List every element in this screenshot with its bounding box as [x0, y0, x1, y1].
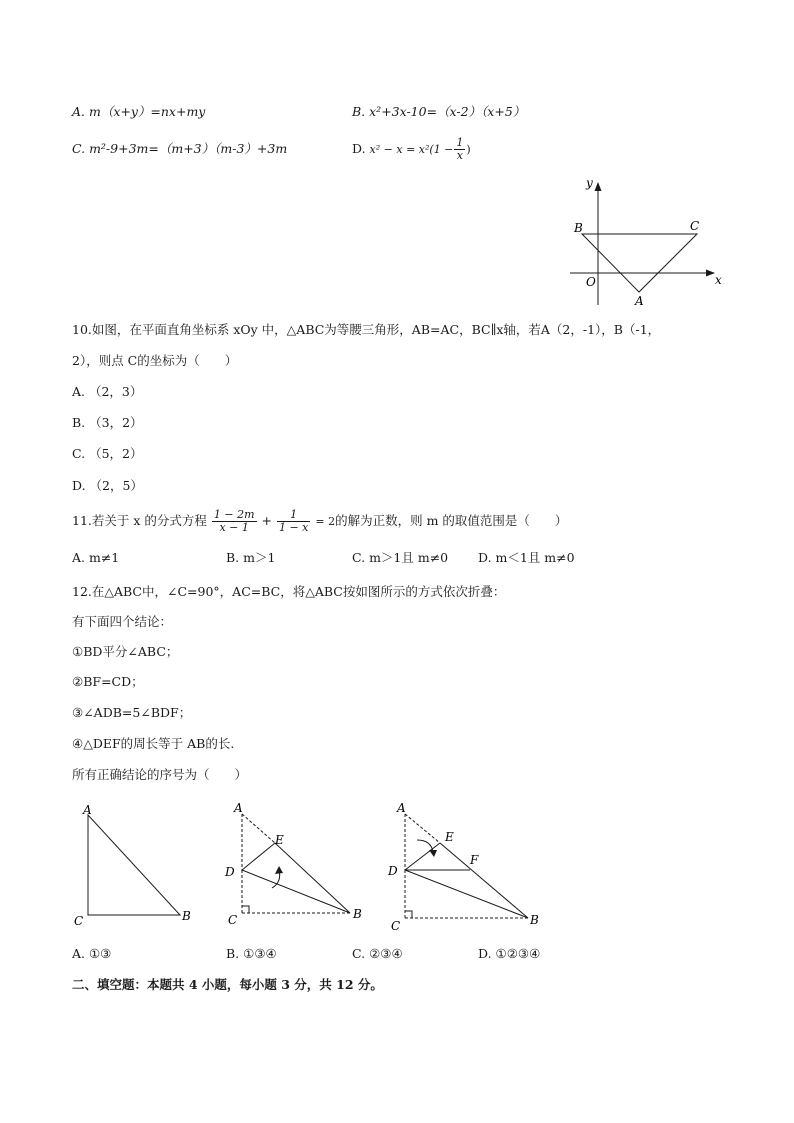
fig3-point-d-label: D	[388, 864, 398, 878]
q9-option-b: B. x²+3x-10=（x-2）（x+5）	[352, 104, 526, 119]
q10-stem-line1: 10.如图，在平面直角坐标系 xOy 中，△ABC为等腰三角形，AB=AC，BC∥x轴，若A（2，-1），B（-1，	[72, 322, 661, 337]
fold-arrow-icon	[429, 850, 437, 857]
fig3-point-f-label: F	[470, 853, 479, 867]
fig1-point-a-label: A	[83, 803, 92, 817]
right-angle-mark	[242, 906, 249, 913]
q12-stem-line2: 有下面四个结论：	[72, 614, 173, 629]
q12-option-d: D. ①②③④	[478, 946, 541, 961]
point-b-label: B	[574, 221, 583, 235]
q12-question: 所有正确结论的序号为（ ）	[72, 767, 248, 782]
q9-option-d-fraction: $\frac{1}{x}$	[456, 136, 464, 162]
q11-option-c: C. m＞1且 m≠0	[352, 550, 449, 565]
q11-option-b: B. m＞1	[226, 550, 276, 565]
q12-stem-line1: 12.在△ABC中，∠C=90°，AC=BC，将△ABC按如图所示的方式依次折叠：	[72, 584, 506, 599]
q12-conclusion-4: ④△DEF的周长等于 AB的长.	[72, 736, 235, 751]
q9-option-d-lhs: x² − x = x²(1 −	[369, 143, 454, 156]
segment-de	[405, 843, 440, 870]
q11-stem: 11.若关于 x 的分式方程 $\frac{1 - 2m}{x - 1}$ + $\frac{1}{1 - x}$ = 2的解为正数，则 m 的取值范围是（ ）	[72, 508, 568, 534]
point-a-label: A	[635, 294, 644, 308]
q9-option-c: C. m²-9+3m=（m+3）（m-3）+3m	[72, 141, 288, 156]
q10-option-d: D. （2，5）	[72, 478, 143, 493]
triangle-abc	[582, 234, 697, 292]
fold-dashed-ae	[405, 814, 440, 843]
q9-option-d: D. x² − x = x²(1 − $\frac{1}{x}$ )	[352, 136, 471, 162]
q9-option-a: A. m（x+y）=nx+my	[72, 104, 206, 119]
fold-dashed-ae	[242, 814, 275, 843]
point-c-label: C	[690, 219, 700, 233]
q12-conclusion-1: ①BD平分∠ABC；	[72, 644, 179, 659]
segment-eb	[440, 843, 528, 918]
q12-option-b: B. ①③④	[226, 946, 277, 961]
q12-conclusion-2: ②BF=CD；	[72, 674, 144, 689]
fig3-point-e-label: E	[445, 830, 454, 844]
x-axis-arrow-icon	[706, 270, 715, 277]
q10-option-c: C. （5，2）	[72, 446, 143, 461]
fig2-point-a-label: A	[234, 801, 243, 815]
x-axis-label: x	[715, 273, 722, 287]
q11-prefix: 11.若关于 x 的分式方程	[72, 513, 207, 528]
y-axis-label: y	[586, 176, 593, 190]
q9-option-d-prefix: D.	[352, 141, 366, 156]
q10-option-b: B. （3，2）	[72, 415, 143, 430]
fig3-point-b-label: B	[530, 913, 539, 927]
segment-db	[405, 870, 528, 918]
fig3-point-a-label: A	[397, 801, 406, 815]
fig1-point-c-label: C	[74, 914, 84, 928]
q11-option-a: A. m≠1	[72, 550, 120, 565]
q11-option-d: D. m＜1且 m≠0	[478, 550, 575, 565]
fig2-point-b-label: B	[353, 907, 362, 921]
right-angle-mark	[405, 911, 412, 918]
q10-stem-line2: 2），则点 C的坐标为（ ）	[72, 353, 238, 368]
folded-triangle	[242, 843, 350, 913]
q12-figure-3	[385, 800, 545, 935]
fig2-point-d-label: D	[225, 865, 235, 879]
q10-option-a: A. （2，3）	[72, 384, 143, 399]
q10-coordinate-figure	[560, 170, 730, 310]
fold-arrow-icon	[275, 866, 283, 874]
q11-fraction-1: $\frac{1 - 2m}{x - 1}$	[213, 508, 255, 534]
fig2-point-e-label: E	[275, 833, 284, 847]
fig1-point-b-label: B	[182, 909, 191, 923]
y-axis-arrow-icon	[595, 182, 602, 191]
q12-figure-1	[70, 800, 200, 930]
triangle-abc	[88, 815, 180, 915]
origin-label: O	[586, 275, 596, 289]
q11-fraction-2: $\frac{1}{1 - x}$	[278, 508, 309, 534]
section-2-heading: 二、填空题：本题共 4 小题，每小题 3 分，共 12 分。	[72, 977, 383, 992]
q12-figure-2	[220, 800, 370, 930]
q11-suffix: 的解为正数，则 m 的取值范围是（ ）	[335, 513, 568, 528]
fig3-point-c-label: C	[391, 919, 401, 933]
q12-option-a: A. ①③	[72, 946, 112, 961]
fig2-point-c-label: C	[228, 913, 238, 927]
q12-conclusion-3: ③∠ADB=5∠BDF；	[72, 705, 192, 720]
q12-option-c: C. ②③④	[352, 946, 403, 961]
